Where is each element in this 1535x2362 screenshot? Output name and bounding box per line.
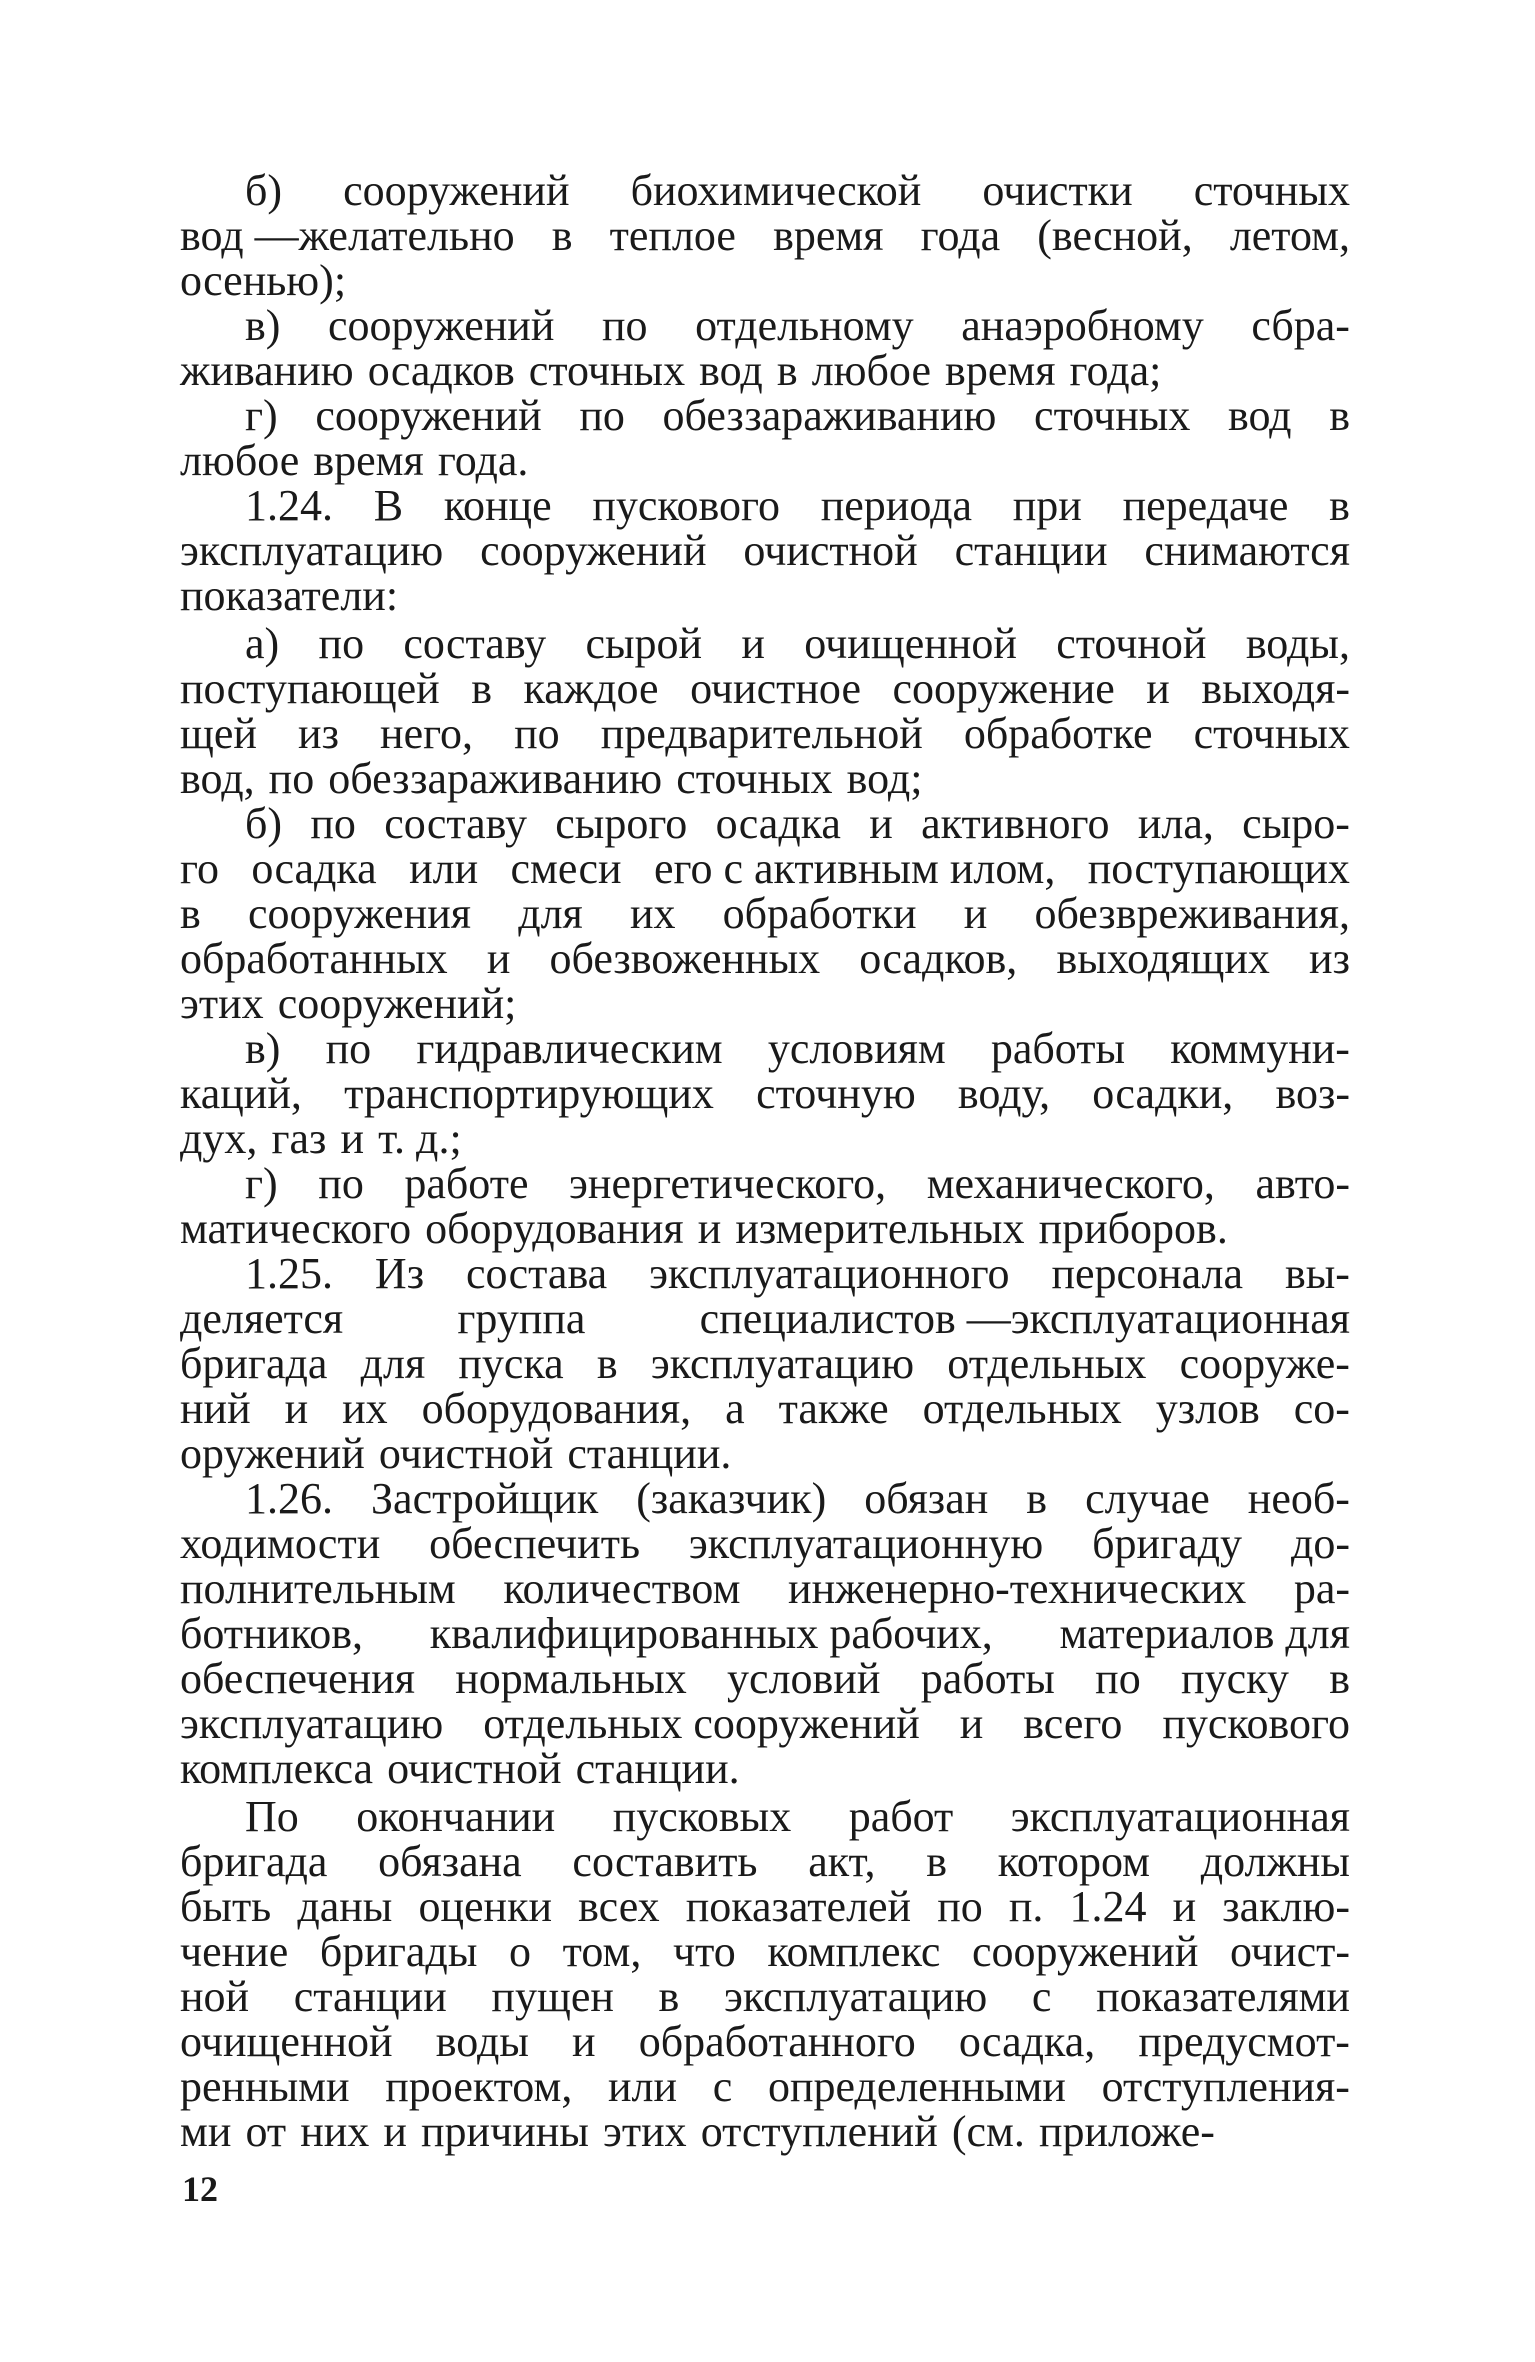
word: причины bbox=[421, 2107, 589, 2156]
text-line bbox=[180, 570, 1350, 622]
word: узлов bbox=[1155, 1384, 1260, 1433]
word: пусковых bbox=[612, 1792, 792, 1841]
word: нормальных bbox=[455, 1654, 687, 1703]
word: оценки bbox=[418, 1882, 553, 1931]
word: оборудования bbox=[425, 1204, 684, 1253]
word: квалифицированных рабочих, bbox=[429, 1609, 993, 1658]
word: из bbox=[1309, 934, 1350, 983]
word: сточных bbox=[528, 346, 686, 395]
word: ренными bbox=[180, 2062, 350, 2111]
word: осадков bbox=[367, 346, 515, 395]
word: ботников, bbox=[180, 1609, 364, 1658]
word: ми bbox=[180, 2107, 232, 2156]
word: осадков, bbox=[859, 934, 1018, 983]
word: и bbox=[1172, 1882, 1197, 1931]
word: комплекс bbox=[767, 1927, 941, 1976]
word: очистной bbox=[743, 526, 918, 575]
word: обеззараживанию bbox=[662, 391, 997, 440]
word: коммуни- bbox=[1170, 1024, 1350, 1073]
word: гидравлическим bbox=[416, 1024, 723, 1073]
word: периода bbox=[820, 481, 972, 530]
word: сооружений bbox=[480, 526, 707, 575]
word: по bbox=[601, 301, 648, 350]
word: эксплуатацию bbox=[180, 526, 444, 575]
word: и bbox=[959, 1699, 984, 1748]
word: в bbox=[1329, 481, 1350, 530]
word: сооружений bbox=[343, 166, 570, 215]
word: и bbox=[741, 619, 765, 668]
word: щей bbox=[180, 709, 257, 758]
word: 1.24 bbox=[1069, 1882, 1147, 1931]
word: до- bbox=[1290, 1519, 1350, 1568]
word: персонала bbox=[1051, 1249, 1244, 1298]
word: по bbox=[318, 1159, 364, 1208]
word: или bbox=[608, 2062, 678, 2111]
word: отступления- bbox=[1101, 2062, 1350, 2111]
word: В bbox=[373, 481, 404, 530]
word: эксплуатацию bbox=[650, 1339, 915, 1388]
word: ра- bbox=[1293, 1564, 1350, 1613]
word: по bbox=[310, 799, 356, 848]
word: станции. bbox=[567, 1429, 732, 1478]
word: осадка bbox=[715, 799, 841, 848]
word: воду, bbox=[957, 1069, 1051, 1118]
word: должны bbox=[1200, 1837, 1350, 1886]
word: сточных bbox=[676, 754, 833, 803]
word: по bbox=[937, 1882, 983, 1931]
word: с bbox=[712, 2062, 733, 2111]
word: сооружения bbox=[247, 889, 472, 938]
word: по bbox=[268, 754, 315, 803]
word: приложе- bbox=[1038, 2107, 1215, 2156]
word: обезвреживания, bbox=[1034, 889, 1350, 938]
word: измерительных bbox=[735, 1204, 1025, 1253]
word: 1.26. bbox=[245, 1474, 333, 1523]
word: этих bbox=[602, 2107, 687, 2156]
word: по bbox=[1095, 1654, 1141, 1703]
word: бригада bbox=[180, 1339, 328, 1388]
word: в bbox=[1329, 1654, 1350, 1703]
word: обеспечения bbox=[180, 1654, 415, 1703]
word: эксплуатацию bbox=[723, 1972, 988, 2021]
word: составу bbox=[403, 619, 547, 668]
word: осенью); bbox=[180, 256, 347, 305]
word: них bbox=[300, 2107, 370, 2156]
word: сооружений; bbox=[277, 979, 517, 1028]
word: эксплуатационная bbox=[1010, 1792, 1350, 1841]
word: выходящих bbox=[1056, 934, 1270, 983]
word: года; bbox=[1069, 346, 1162, 395]
word: очищенной bbox=[180, 2017, 393, 2066]
word: очистки bbox=[982, 166, 1133, 215]
word: обязан bbox=[864, 1474, 989, 1523]
word: поступающей bbox=[180, 664, 440, 713]
word: активного bbox=[921, 799, 1110, 848]
word: очистной bbox=[378, 1429, 554, 1478]
word: в bbox=[658, 1972, 680, 2021]
word: снимаются bbox=[1144, 526, 1350, 575]
word: станции bbox=[954, 526, 1108, 575]
word: всех bbox=[578, 1882, 660, 1931]
word: обработанного bbox=[638, 2017, 916, 2066]
word: акт, bbox=[808, 1837, 876, 1886]
word: г) bbox=[245, 391, 278, 440]
word: сооружение bbox=[892, 664, 1115, 713]
word: бригады bbox=[319, 1927, 478, 1976]
word: пуска bbox=[458, 1339, 564, 1388]
word: оборудования, bbox=[421, 1384, 692, 1433]
word: сточных bbox=[1034, 391, 1191, 440]
word: со- bbox=[1293, 1384, 1350, 1433]
word: го bbox=[180, 844, 219, 893]
word: Из bbox=[374, 1249, 425, 1298]
word: п. bbox=[1008, 1882, 1044, 1931]
word: сбра- bbox=[1251, 301, 1350, 350]
word: каждое bbox=[523, 664, 659, 713]
word: сыро- bbox=[1242, 799, 1350, 848]
word: ной bbox=[180, 1972, 250, 2021]
word: условиям bbox=[767, 1024, 946, 1073]
word: время bbox=[313, 436, 424, 485]
word: станции bbox=[293, 1972, 447, 2021]
word: 1.24. bbox=[245, 481, 333, 530]
word: в bbox=[180, 889, 201, 938]
word: летом, bbox=[1229, 211, 1350, 260]
word: ила, bbox=[1137, 799, 1214, 848]
word: эксплуатацию bbox=[180, 1699, 444, 1748]
word: определенными bbox=[767, 2062, 1066, 2111]
word: ходимости bbox=[180, 1519, 381, 1568]
word: комплекса bbox=[180, 1744, 374, 1793]
word: всего bbox=[1023, 1699, 1123, 1748]
word: при bbox=[1012, 481, 1082, 530]
word: о bbox=[509, 1927, 532, 1976]
word: отдельных bbox=[922, 1384, 1122, 1433]
word: в bbox=[596, 1339, 618, 1388]
word: эксплуатационную bbox=[688, 1519, 1044, 1568]
word: в bbox=[1026, 1474, 1048, 1523]
word: конце bbox=[443, 481, 552, 530]
word: очищенной bbox=[804, 619, 1017, 668]
word: передаче bbox=[1122, 481, 1289, 530]
word: вод; bbox=[846, 754, 923, 803]
word: бригаду bbox=[1092, 1519, 1243, 1568]
word: анаэробному bbox=[961, 301, 1204, 350]
page-number: 12 bbox=[182, 2169, 218, 2209]
word: матического bbox=[180, 1204, 412, 1253]
word: время bbox=[773, 211, 884, 260]
word: время bbox=[945, 346, 1056, 395]
word: осадка, bbox=[958, 2017, 1096, 2066]
word: отдельных сооружений bbox=[483, 1699, 920, 1748]
word: ний bbox=[180, 1384, 251, 1433]
word: в bbox=[926, 1837, 947, 1886]
word: даны bbox=[297, 1882, 393, 1931]
word: в bbox=[776, 346, 798, 395]
word: года. bbox=[437, 436, 529, 485]
word: отступлений bbox=[700, 2107, 938, 2156]
word: сточных bbox=[1193, 166, 1350, 215]
word: быть bbox=[180, 1882, 272, 1931]
word: и bbox=[869, 799, 893, 848]
word: из bbox=[298, 709, 339, 758]
word: пускового bbox=[1162, 1699, 1350, 1748]
word: в bbox=[1329, 391, 1350, 440]
word: сооруже- bbox=[1179, 1339, 1350, 1388]
word: в bbox=[551, 211, 573, 260]
word: пущен bbox=[491, 1972, 614, 2021]
word: их bbox=[629, 889, 676, 938]
word: случае bbox=[1085, 1474, 1210, 1523]
word: вод bbox=[1227, 391, 1292, 440]
word: сточной bbox=[1056, 619, 1207, 668]
word: предусмот- bbox=[1138, 2017, 1350, 2066]
word: и bbox=[340, 1114, 365, 1163]
text-line bbox=[180, 2106, 1350, 2158]
word: отдельному bbox=[695, 301, 914, 350]
word: по bbox=[325, 1024, 372, 1073]
word: чение bbox=[180, 1927, 289, 1976]
word: условий bbox=[727, 1654, 881, 1703]
word: авто- bbox=[1255, 1159, 1350, 1208]
word: и bbox=[963, 889, 988, 938]
word: б) bbox=[245, 799, 283, 848]
word: каций, bbox=[180, 1069, 302, 1118]
word: и bbox=[486, 934, 511, 983]
word: специалистов —эксплуатационная bbox=[699, 1294, 1350, 1343]
word: в bbox=[471, 664, 492, 713]
word: осадка bbox=[251, 844, 377, 893]
word: транспортирующих bbox=[344, 1069, 714, 1118]
word: пускового bbox=[592, 481, 780, 530]
word: с bbox=[1031, 1972, 1052, 2021]
word: вод bbox=[699, 346, 763, 395]
word: группа bbox=[457, 1294, 586, 1343]
word: смеси bbox=[510, 844, 622, 893]
word: по bbox=[579, 391, 625, 440]
word: для bbox=[360, 1339, 426, 1388]
word: механического, bbox=[926, 1159, 1215, 1208]
word: вод —желательно bbox=[180, 211, 515, 260]
word: работы bbox=[990, 1024, 1126, 1073]
word: дух, bbox=[180, 1114, 258, 1163]
word: и bbox=[383, 2107, 407, 2156]
word: 1.25. bbox=[245, 1249, 333, 1298]
word: осадки, bbox=[1092, 1069, 1234, 1118]
word: работы bbox=[920, 1654, 1055, 1703]
word: том, bbox=[562, 1927, 642, 1976]
word: инженерно-технических bbox=[788, 1564, 1247, 1613]
word: пуску bbox=[1181, 1654, 1289, 1703]
word: б) bbox=[245, 166, 283, 215]
word: года bbox=[920, 211, 1001, 260]
word: от bbox=[245, 2107, 287, 2156]
word: обработке bbox=[963, 709, 1153, 758]
word: выходя- bbox=[1201, 664, 1350, 713]
word: любое bbox=[180, 436, 300, 485]
word: их bbox=[342, 1384, 388, 1433]
word: а) bbox=[245, 619, 280, 668]
word: для bbox=[518, 889, 583, 938]
word: воды bbox=[435, 2017, 529, 2066]
word: обязана bbox=[378, 1837, 522, 1886]
word: сырой bbox=[585, 619, 703, 668]
word: составить bbox=[572, 1837, 758, 1886]
word: очистной bbox=[387, 1744, 562, 1793]
word: состава bbox=[466, 1249, 608, 1298]
word: вод, bbox=[180, 754, 255, 803]
word: работе bbox=[404, 1159, 529, 1208]
word: энергетического, bbox=[569, 1159, 887, 1208]
word: сырого bbox=[555, 799, 688, 848]
word: обработки bbox=[722, 889, 917, 938]
word: сточных bbox=[1193, 709, 1350, 758]
word: сооружений bbox=[972, 1927, 1199, 1976]
word: котором bbox=[997, 1837, 1150, 1886]
word: работ bbox=[848, 1792, 954, 1841]
word: показателями bbox=[1096, 1972, 1350, 2021]
word: г) bbox=[245, 1159, 278, 1208]
word: биохимической bbox=[630, 166, 922, 215]
word: этих bbox=[180, 979, 264, 1028]
word: очист- bbox=[1230, 1927, 1350, 1976]
word: газ bbox=[271, 1114, 327, 1163]
word: или bbox=[409, 844, 479, 893]
word: количеством bbox=[503, 1564, 741, 1613]
word: показателей bbox=[685, 1882, 912, 1931]
word: вы- bbox=[1284, 1249, 1350, 1298]
word: его с активным илом, bbox=[653, 844, 1056, 893]
word: обработанных bbox=[180, 934, 448, 983]
word: сооружений bbox=[315, 391, 542, 440]
word: теплое bbox=[609, 211, 736, 260]
word: и bbox=[1146, 664, 1170, 713]
word: материалов для bbox=[1059, 1609, 1350, 1658]
word: (заказчик) bbox=[636, 1474, 827, 1523]
word: по bbox=[318, 619, 365, 668]
word: обеззараживанию bbox=[328, 754, 663, 803]
word: живанию bbox=[180, 346, 354, 395]
word: обезвоженных bbox=[549, 934, 821, 983]
word: По bbox=[245, 1792, 299, 1841]
word: полнительным bbox=[180, 1564, 456, 1613]
word: и bbox=[284, 1384, 309, 1433]
word: деляется bbox=[180, 1294, 344, 1343]
word: приборов. bbox=[1038, 1204, 1228, 1253]
word: т. д.; bbox=[378, 1114, 462, 1163]
word: сооружений bbox=[328, 301, 555, 350]
word: оружений bbox=[180, 1429, 365, 1478]
word: также bbox=[778, 1384, 889, 1433]
text-line bbox=[180, 1743, 1350, 1795]
word: эксплуатационного bbox=[649, 1249, 1010, 1298]
word: него, bbox=[380, 709, 474, 758]
word: по bbox=[514, 709, 560, 758]
word: (см. bbox=[951, 2107, 1025, 2156]
word: обеспечить bbox=[429, 1519, 641, 1568]
word: в) bbox=[245, 301, 281, 350]
word: составу bbox=[384, 799, 527, 848]
word: сточную bbox=[756, 1069, 916, 1118]
word: заклю- bbox=[1222, 1882, 1350, 1931]
word: станции. bbox=[575, 1744, 740, 1793]
word: воз- bbox=[1275, 1069, 1350, 1118]
word: а bbox=[725, 1384, 745, 1433]
word: окончании bbox=[356, 1792, 556, 1841]
word: очистное bbox=[690, 664, 861, 713]
word: проектом, bbox=[385, 2062, 573, 2111]
word: и bbox=[572, 2017, 596, 2066]
word: и bbox=[697, 1204, 722, 1253]
word: Застройщик bbox=[371, 1474, 599, 1523]
word: в) bbox=[245, 1024, 281, 1073]
word: необ- bbox=[1247, 1474, 1350, 1523]
word: (весной, bbox=[1037, 211, 1193, 260]
word: предварительной bbox=[600, 709, 923, 758]
word: показатели: bbox=[180, 571, 399, 620]
word: воды, bbox=[1245, 619, 1350, 668]
word: что bbox=[672, 1927, 736, 1976]
word: поступающих bbox=[1087, 844, 1350, 893]
word: любое bbox=[811, 346, 931, 395]
word: отдельных bbox=[947, 1339, 1147, 1388]
word: бригада bbox=[180, 1837, 328, 1886]
